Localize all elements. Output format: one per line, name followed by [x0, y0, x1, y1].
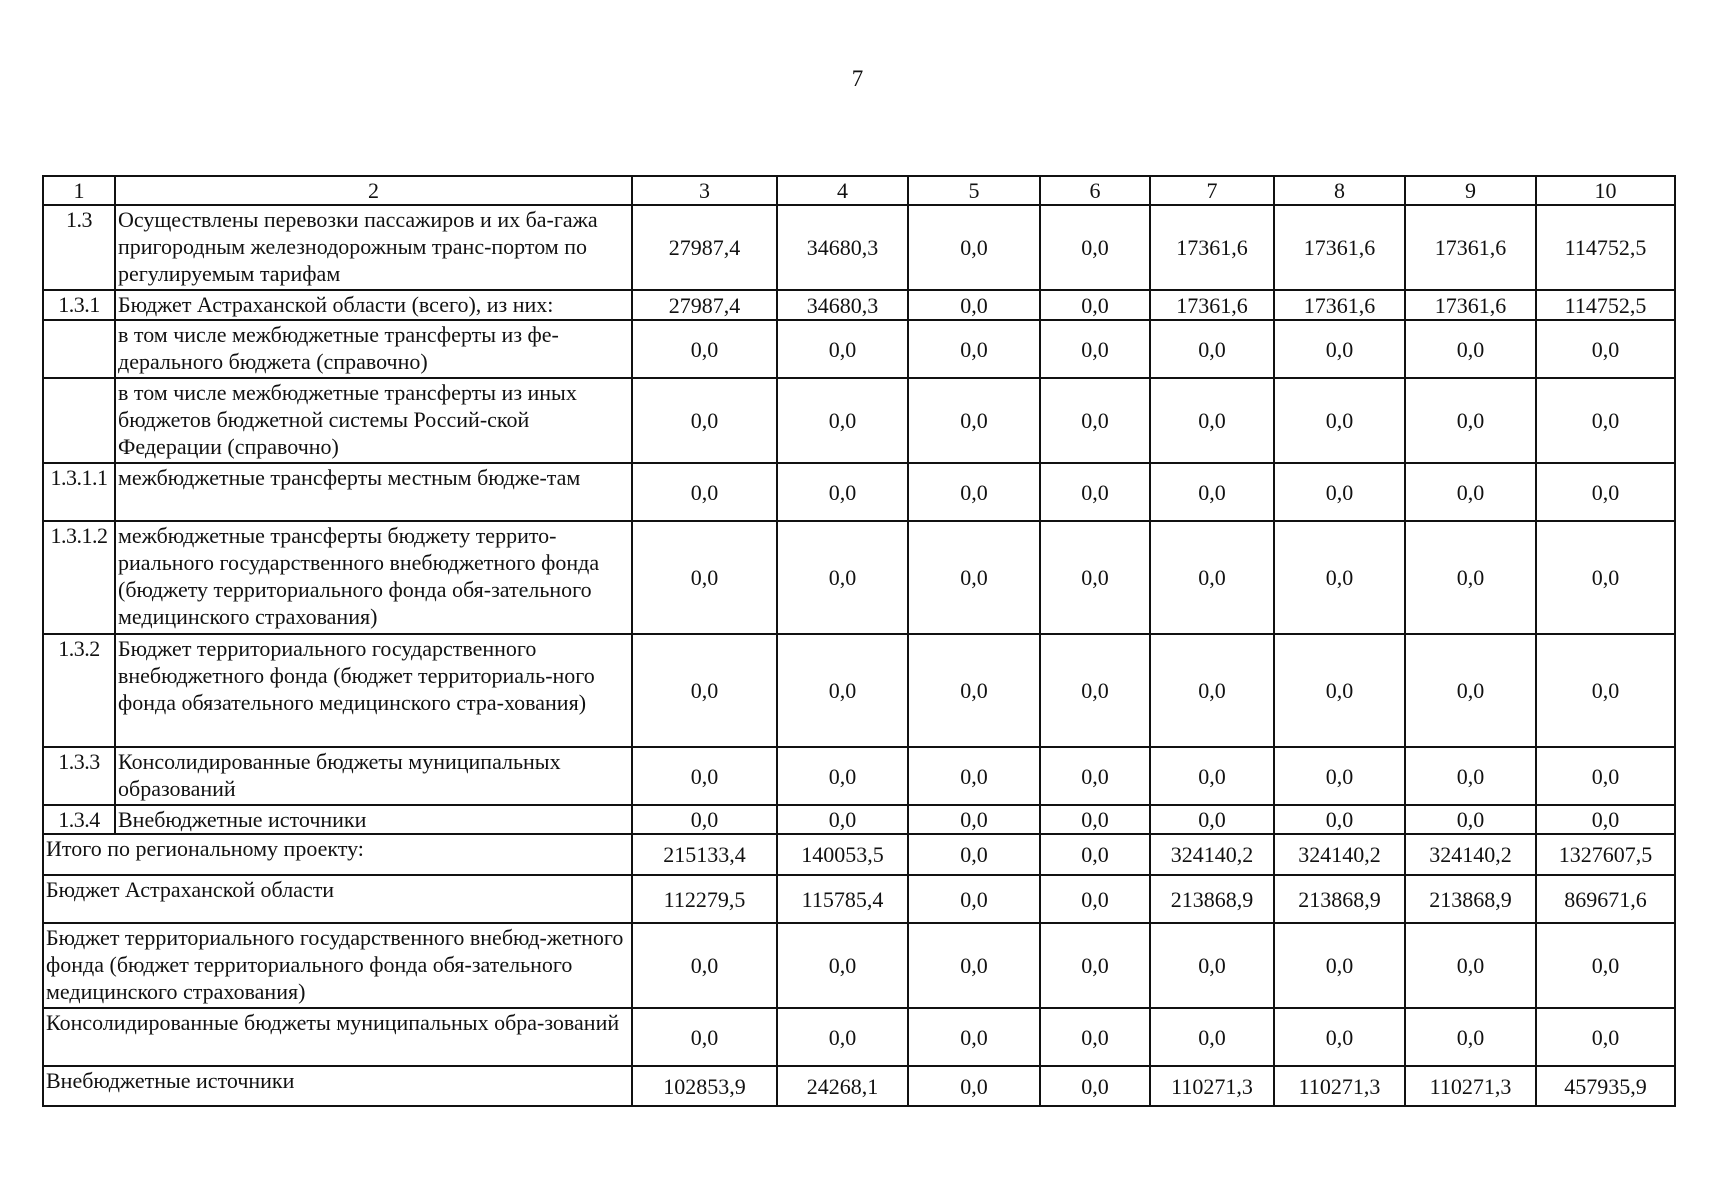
value-cell: 0,0 [632, 378, 777, 463]
value-cell: 0,0 [1040, 320, 1150, 378]
value-cell: 0,0 [1274, 805, 1405, 834]
value-cell: 0,0 [1405, 747, 1536, 805]
value-cell: 0,0 [1536, 378, 1675, 463]
total-value-cell: 0,0 [908, 1066, 1040, 1106]
value-cell: 27987,4 [632, 205, 777, 290]
total-label: Бюджет Астраханской области [43, 875, 632, 923]
value-cell: 0,0 [1274, 320, 1405, 378]
total-value-cell: 0,0 [1150, 1008, 1274, 1066]
value-cell: 0,0 [777, 634, 908, 747]
value-cell: 0,0 [1536, 747, 1675, 805]
value-cell: 0,0 [1536, 463, 1675, 521]
row-label: Консолидированные бюджеты муниципальных образований [115, 747, 632, 805]
row-code: 1.3.4 [43, 805, 115, 834]
row-label: в том числе межбюджетные трансферты из фе-дерального бюджета (справочно) [115, 320, 632, 378]
value-cell: 0,0 [1405, 463, 1536, 521]
value-cell: 17361,6 [1405, 290, 1536, 320]
value-cell: 0,0 [1150, 320, 1274, 378]
header-cell: 1 [43, 176, 115, 205]
row-code: 1.3 [43, 205, 115, 290]
value-cell: 114752,5 [1536, 205, 1675, 290]
value-cell: 0,0 [1040, 634, 1150, 747]
value-cell: 0,0 [908, 634, 1040, 747]
total-value-cell: 0,0 [1405, 923, 1536, 1008]
value-cell: 0,0 [632, 805, 777, 834]
value-cell: 0,0 [1150, 634, 1274, 747]
value-cell: 0,0 [908, 747, 1040, 805]
total-value-cell: 112279,5 [632, 875, 777, 923]
value-cell: 0,0 [1040, 747, 1150, 805]
value-cell: 0,0 [1040, 378, 1150, 463]
value-cell: 0,0 [1274, 521, 1405, 634]
table-row [43, 521, 1675, 634]
row-code: 1.3.1.2 [43, 521, 115, 634]
row-code [43, 378, 115, 463]
total-value-cell: 0,0 [1040, 923, 1150, 1008]
header-cell: 2 [115, 176, 632, 205]
total-value-cell: 110271,3 [1150, 1066, 1274, 1106]
row-code [43, 320, 115, 378]
value-cell: 0,0 [1536, 320, 1675, 378]
header-cell: 5 [908, 176, 1040, 205]
table-row [43, 378, 1675, 463]
total-value-cell: 0,0 [1040, 1008, 1150, 1066]
row-label: Осуществлены перевозки пассажиров и их ба-гажа пригородным железнодорожным транс-портом по регулируемым тарифам [115, 205, 632, 290]
total-value-cell: 0,0 [908, 1008, 1040, 1066]
value-cell: 0,0 [1150, 521, 1274, 634]
value-cell: 0,0 [1405, 634, 1536, 747]
value-cell: 0,0 [908, 463, 1040, 521]
value-cell: 17361,6 [1150, 290, 1274, 320]
value-cell: 0,0 [1405, 320, 1536, 378]
row-label: Бюджет Астраханской области (всего), из них: [115, 290, 632, 320]
total-value-cell: 0,0 [1274, 1008, 1405, 1066]
total-value-cell: 0,0 [632, 923, 777, 1008]
total-value-cell: 0,0 [908, 834, 1040, 875]
total-value-cell: 110271,3 [1405, 1066, 1536, 1106]
page-number: 7 [851, 66, 864, 91]
value-cell: 0,0 [1536, 634, 1675, 747]
value-cell: 0,0 [1150, 805, 1274, 834]
total-value-cell: 215133,4 [632, 834, 777, 875]
total-value-cell: 110271,3 [1274, 1066, 1405, 1106]
column-number-header-row [43, 176, 1675, 205]
total-value-cell: 0,0 [777, 1008, 908, 1066]
value-cell: 34680,3 [777, 205, 908, 290]
total-value-cell: 1327607,5 [1536, 834, 1675, 875]
value-cell: 0,0 [1150, 463, 1274, 521]
total-value-cell: 115785,4 [777, 875, 908, 923]
value-cell: 0,0 [1405, 805, 1536, 834]
value-cell: 0,0 [777, 805, 908, 834]
total-value-cell: 213868,9 [1274, 875, 1405, 923]
value-cell: 34680,3 [777, 290, 908, 320]
value-cell: 0,0 [908, 521, 1040, 634]
total-label: Итого по региональному проекту: [43, 834, 632, 875]
total-value-cell: 0,0 [1040, 1066, 1150, 1106]
value-cell: 0,0 [908, 205, 1040, 290]
value-cell: 0,0 [1274, 463, 1405, 521]
value-cell: 0,0 [1040, 290, 1150, 320]
value-cell: 0,0 [777, 320, 908, 378]
header-cell: 7 [1150, 176, 1274, 205]
value-cell: 0,0 [777, 747, 908, 805]
value-cell: 0,0 [632, 747, 777, 805]
row-code: 1.3.1 [43, 290, 115, 320]
table-row [43, 320, 1675, 378]
table-row [43, 747, 1675, 805]
value-cell: 17361,6 [1150, 205, 1274, 290]
total-value-cell: 324140,2 [1405, 834, 1536, 875]
total-row [43, 875, 1675, 923]
row-label: межбюджетные трансферты бюджету террито-риального государственного внебюджетного фонда (бюджету территориального фонда обя-зательного медицинского страхования) [115, 521, 632, 634]
row-label: в том числе межбюджетные трансферты из иных бюджетов бюджетной системы Россий-ской Федерации (справочно) [115, 378, 632, 463]
header-cell: 9 [1405, 176, 1536, 205]
value-cell: 0,0 [908, 805, 1040, 834]
value-cell: 0,0 [632, 521, 777, 634]
header-cell: 4 [777, 176, 908, 205]
row-label: межбюджетные трансферты местным бюдже-там [115, 463, 632, 521]
header-cell: 6 [1040, 176, 1150, 205]
value-cell: 0,0 [1536, 521, 1675, 634]
total-value-cell: 0,0 [1405, 1008, 1536, 1066]
total-value-cell: 0,0 [777, 923, 908, 1008]
value-cell: 114752,5 [1536, 290, 1675, 320]
total-value-cell: 0,0 [1150, 923, 1274, 1008]
header-cell: 3 [632, 176, 777, 205]
value-cell: 0,0 [1274, 747, 1405, 805]
total-value-cell: 0,0 [908, 923, 1040, 1008]
total-value-cell: 140053,5 [777, 834, 908, 875]
value-cell: 0,0 [1040, 805, 1150, 834]
value-cell: 0,0 [632, 463, 777, 521]
total-label: Внебюджетные источники [43, 1066, 632, 1106]
table-row [43, 290, 1675, 320]
value-cell: 0,0 [777, 521, 908, 634]
header-cell: 10 [1536, 176, 1675, 205]
value-cell: 0,0 [777, 378, 908, 463]
row-label: Внебюджетные источники [115, 805, 632, 834]
table-row [43, 205, 1675, 290]
value-cell: 0,0 [1405, 378, 1536, 463]
value-cell: 0,0 [908, 320, 1040, 378]
total-label: Бюджет территориального государственного внебюд-жетного фонда (бюджет территориального фонда обя-зательного медицинского страхования) [43, 923, 632, 1008]
value-cell: 0,0 [632, 634, 777, 747]
value-cell: 0,0 [1040, 205, 1150, 290]
value-cell: 27987,4 [632, 290, 777, 320]
total-value-cell: 869671,6 [1536, 875, 1675, 923]
row-code: 1.3.2 [43, 634, 115, 747]
table-row [43, 634, 1675, 747]
total-row [43, 1008, 1675, 1066]
value-cell: 0,0 [777, 463, 908, 521]
value-cell: 0,0 [1536, 805, 1675, 834]
total-value-cell: 324140,2 [1274, 834, 1405, 875]
value-cell: 0,0 [632, 320, 777, 378]
total-label: Консолидированные бюджеты муниципальных обра-зований [43, 1008, 632, 1066]
total-value-cell: 0,0 [1536, 1008, 1675, 1066]
value-cell: 0,0 [1150, 747, 1274, 805]
total-value-cell: 324140,2 [1150, 834, 1274, 875]
value-cell: 17361,6 [1405, 205, 1536, 290]
total-value-cell: 0,0 [1040, 875, 1150, 923]
value-cell: 0,0 [1040, 521, 1150, 634]
value-cell: 0,0 [1040, 463, 1150, 521]
value-cell: 0,0 [1150, 378, 1274, 463]
total-value-cell: 213868,9 [1150, 875, 1274, 923]
total-value-cell: 0,0 [1274, 923, 1405, 1008]
total-row [43, 834, 1675, 875]
total-value-cell: 0,0 [632, 1008, 777, 1066]
row-label: Бюджет территориального государственного внебюджетного фонда (бюджет территориаль-ного фонда обязательного медицинского стра-хования) [115, 634, 632, 747]
total-value-cell: 0,0 [908, 875, 1040, 923]
total-value-cell: 0,0 [1536, 923, 1675, 1008]
value-cell: 0,0 [1274, 378, 1405, 463]
table-row [43, 463, 1675, 521]
value-cell: 0,0 [908, 290, 1040, 320]
total-value-cell: 457935,9 [1536, 1066, 1675, 1106]
row-code: 1.3.3 [43, 747, 115, 805]
value-cell: 0,0 [1274, 634, 1405, 747]
total-value-cell: 102853,9 [632, 1066, 777, 1106]
total-value-cell: 0,0 [1040, 834, 1150, 875]
budget-table [42, 175, 1676, 1107]
total-value-cell: 24268,1 [777, 1066, 908, 1106]
value-cell: 0,0 [1405, 521, 1536, 634]
total-row [43, 923, 1675, 1008]
total-row [43, 1066, 1675, 1106]
value-cell: 17361,6 [1274, 290, 1405, 320]
value-cell: 17361,6 [1274, 205, 1405, 290]
header-cell: 8 [1274, 176, 1405, 205]
row-code: 1.3.1.1 [43, 463, 115, 521]
table-row [43, 805, 1675, 834]
value-cell: 0,0 [908, 378, 1040, 463]
total-value-cell: 213868,9 [1405, 875, 1536, 923]
